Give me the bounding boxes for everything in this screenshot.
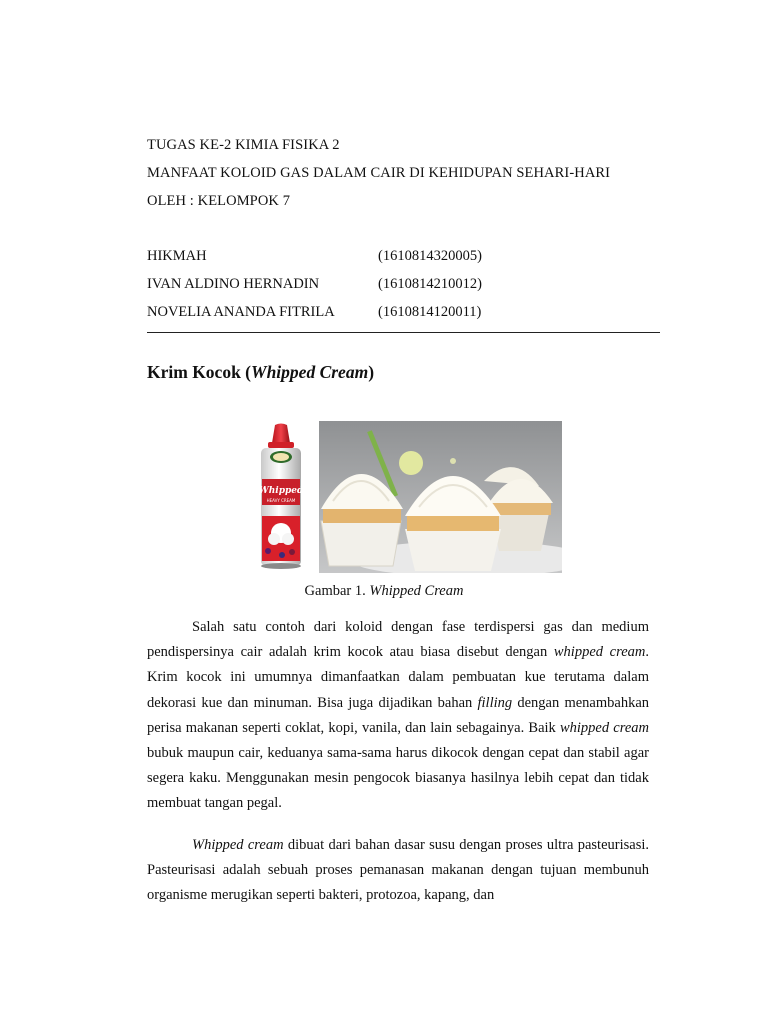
cupcakes-photo (319, 421, 562, 573)
member-name: IVAN ALDINO HERNADIN (147, 276, 320, 292)
assignment-title: TUGAS KE-2 KIMIA FISIKA 2 (147, 137, 340, 153)
whipped-cream-can-image (256, 421, 306, 571)
section-heading: Krim Kocok (Whipped Cream) (147, 362, 375, 382)
paragraph-2: Whipped cream dibuat dari bahan dasar susu dengan proses ultra pasteurisasi. Pasteurisasi adalah sebuah proses pemanasan makanan dengan tujuan membunuh organisme merugikan seperti bakteri, protozoa, kapang, dan (147, 837, 649, 904)
can-sub-label: HEAVY CREAM (266, 498, 296, 503)
topic-title: MANFAAT KOLOID GAS DALAM CAIR DI KEHIDUPAN SEHARI-HARI (147, 165, 611, 181)
paragraph-1: Salah satu contoh dari koloid dengan fase terdispersi gas dan medium pendispersinya cair adalah krim kocok atau biasa disebut dengan whipped cream. Krim kocok ini umumnya dimanfaatkan dalam pembuatan kue terutama dalam dekorasi kue dan minuman. Bisa juga dijadikan bahan filling dengan menambahkan perisa makanan seperti coklat, kopi, vanila, dan lain sebagainya. Baik whipped cream bubuk maupun cair, keduanya sama-sama harus dikocok dengan cepat dan stabil agar segera kaku. Menggunakan mesin pengocok biasanya hasilnya lebih cepat dan tidak membuat tangan pegal. (147, 619, 650, 812)
member-id: (1610814320005) (378, 248, 482, 264)
horizontal-divider (147, 332, 660, 333)
member-name: NOVELIA ANANDA FITRILA (147, 304, 335, 320)
can-brand-label: Whipped (258, 486, 304, 496)
figure-caption: Gambar 1. Whipped Cream (304, 583, 464, 599)
group-label: OLEH : KELOMPOK 7 (147, 193, 291, 209)
member-id: (1610814210012) (378, 276, 482, 292)
member-name: HIKMAH (147, 248, 207, 264)
member-id: (1610814120011) (378, 304, 482, 320)
